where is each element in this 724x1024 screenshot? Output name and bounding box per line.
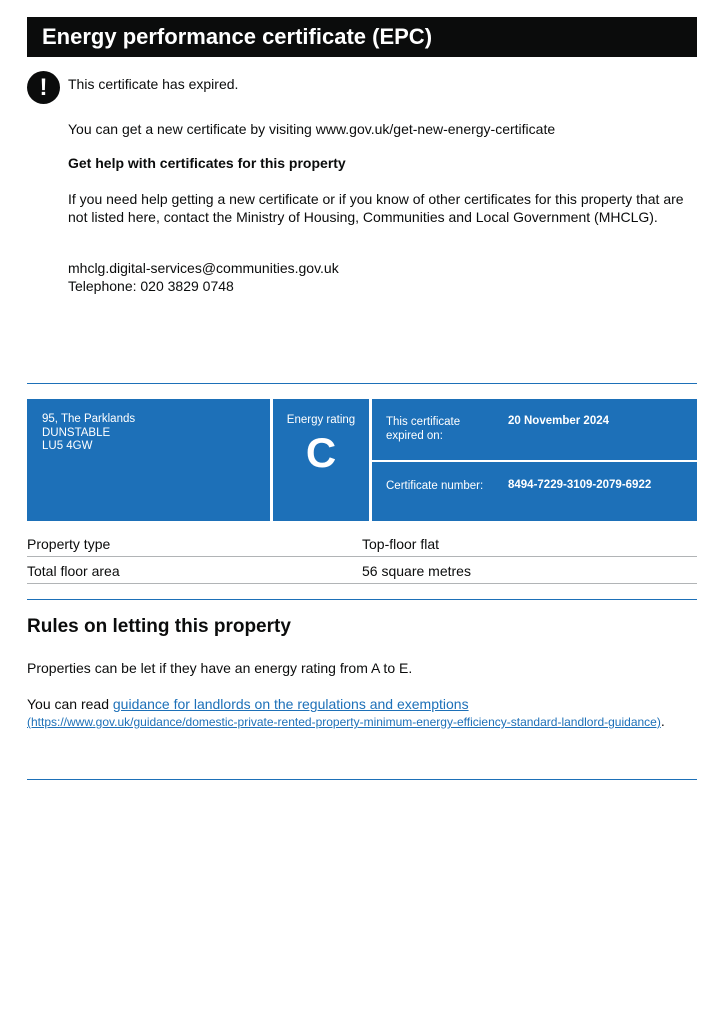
help-heading: Get help with certificates for this property [68, 155, 346, 171]
letting-heading: Rules on letting this property [27, 616, 291, 637]
property-type-value: Top-floor flat [362, 536, 440, 552]
page-title: Energy performance certificate (EPC) [27, 17, 697, 57]
energy-rating-value: C [305, 429, 337, 476]
expiry-label: This certificate expired on: [386, 416, 461, 442]
letting-text: Properties can be let if they have an energy rating from A to E. [27, 660, 413, 676]
exclamation-icon: ! [27, 71, 60, 104]
guidance-paragraph [27, 696, 697, 731]
row-divider [27, 583, 697, 584]
guidance-link[interactable]: guidance for landlords on the regulations and exemptions [112, 696, 469, 712]
expiry-panel [372, 399, 697, 460]
row-divider [27, 556, 697, 557]
floor-area-label: Total floor area [27, 563, 120, 579]
address-panel [27, 399, 270, 521]
certificate-number-panel [372, 462, 697, 521]
new-certificate-text: You can get a new certificate by visiting www.gov.uk/get-new-energy-certificate [68, 121, 556, 137]
divider [27, 599, 697, 600]
energy-rating-label: Energy rating [286, 414, 356, 426]
guidance-prefix: You can read [27, 696, 113, 712]
energy-rating-panel [273, 399, 369, 521]
address-line1: 95, The Parklands [42, 413, 136, 425]
certificate-number: 8494-7229-3109-2079-6922 [508, 479, 652, 491]
guidance-period: . [660, 713, 665, 729]
address-line2: DUNSTABLE [42, 426, 111, 439]
contact-telephone: Telephone: 020 3829 0748 [68, 278, 234, 294]
address-postcode: LU5 4GW [42, 440, 93, 452]
divider [27, 383, 697, 384]
floor-area-value: 56 square metres [362, 563, 471, 579]
contact-email: mhclg.digital-services@communities.gov.uk [68, 260, 339, 276]
property-type-label: Property type [27, 536, 111, 552]
certificate-number-label: Certificate number: [386, 480, 484, 492]
expiry-date: 20 November 2024 [508, 415, 610, 427]
guidance-url-link[interactable]: (https://www.gov.uk/guidance/domestic-private-rented-property-minimum-energy-efficiency-standard-landlord-guidance) [27, 715, 661, 729]
help-text: If you need help getting a new certificate or if you know of other certificates for this property that are not listed here, contact the Ministry of Housing, Communities and Local Government (MHCLG). [68, 191, 684, 225]
expired-notice: This certificate has expired. [68, 76, 239, 92]
divider [27, 779, 697, 780]
